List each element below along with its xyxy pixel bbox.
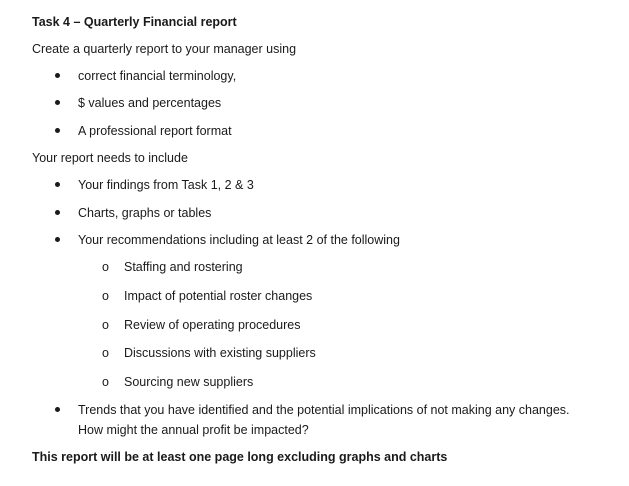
include-heading: Your report needs to include bbox=[32, 151, 188, 165]
bullet-icon bbox=[55, 407, 60, 412]
intro-text: Create a quarterly report to your manager using bbox=[32, 42, 297, 56]
list-item: Charts, graphs or tables bbox=[78, 206, 212, 220]
list-item: correct financial terminology, bbox=[78, 69, 237, 83]
list-item: Your findings from Task 1, 2 & 3 bbox=[78, 178, 254, 192]
footer-note: This report will be at least one page long excluding graphs and charts bbox=[32, 450, 448, 464]
sub-bullet-icon: o bbox=[102, 260, 109, 274]
sub-list-item: Staffing and rostering bbox=[124, 260, 243, 274]
sub-list-item: Sourcing new suppliers bbox=[124, 375, 254, 389]
list-item: A professional report format bbox=[78, 124, 232, 138]
bullet-icon bbox=[55, 210, 60, 215]
list-item: $ values and percentages bbox=[78, 96, 222, 110]
sub-bullet-icon: o bbox=[102, 318, 109, 332]
sub-list-item: Discussions with existing suppliers bbox=[124, 346, 316, 360]
list-item: Trends that you have identified and the potential implications of not making any changes. bbox=[78, 403, 570, 417]
list-item: Your recommendations including at least 2 of the following bbox=[78, 233, 400, 247]
bullet-icon bbox=[55, 73, 60, 78]
sub-bullet-icon: o bbox=[102, 346, 109, 360]
list-item-continuation: How might the annual profit be impacted? bbox=[78, 423, 309, 437]
sub-bullet-icon: o bbox=[102, 289, 109, 303]
task-title: Task 4 – Quarterly Financial report bbox=[32, 15, 237, 29]
sub-list-item: Impact of potential roster changes bbox=[124, 289, 313, 303]
bullet-icon bbox=[55, 100, 60, 105]
sub-list-item: Review of operating procedures bbox=[124, 318, 301, 332]
sub-bullet-icon: o bbox=[102, 375, 109, 389]
bullet-icon bbox=[55, 128, 60, 133]
bullet-icon bbox=[55, 237, 60, 242]
bullet-icon bbox=[55, 182, 60, 187]
